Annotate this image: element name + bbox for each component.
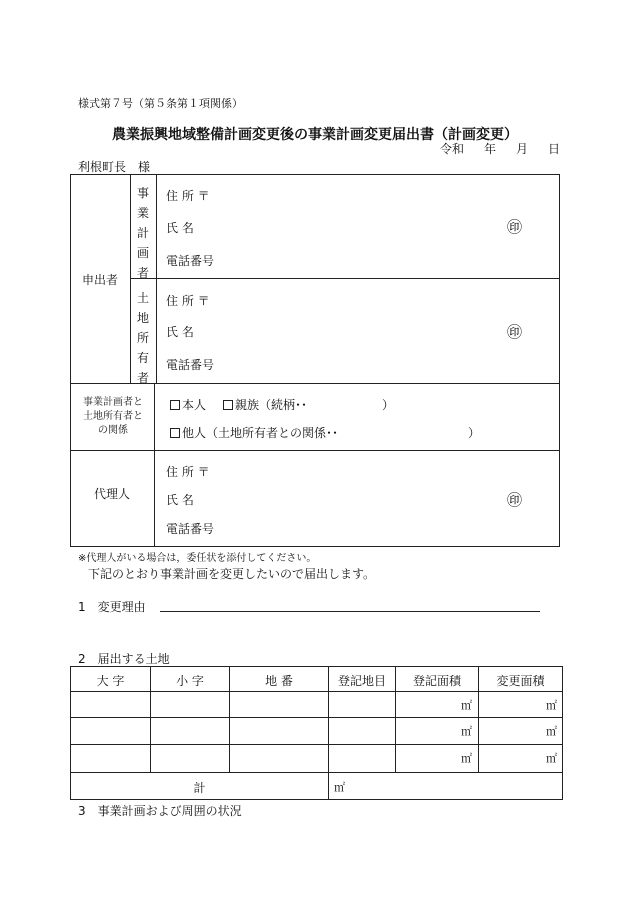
header-changed-area: 変更面積 [496, 674, 545, 688]
header-registered-area: 登記面積 [412, 674, 461, 688]
agent-address-label: 住 所 〒 [166, 465, 210, 479]
agent-note: ※代理人がいる場合は，委任状を添付してください。 [78, 553, 317, 564]
landowner-phone-label: 電話番号 [166, 358, 215, 372]
relative-checkbox[interactable] [223, 400, 233, 410]
relative-close-paren: ） [382, 398, 395, 412]
relationship-other-option[interactable]: 他人（土地所有者との関係･･ [170, 424, 338, 441]
row3-changed-unit: ㎡ [546, 752, 557, 765]
date-year: 年 [484, 142, 497, 156]
row2-changed-unit: ㎡ [546, 725, 557, 738]
landowner-address-label: 住 所 〒 [166, 294, 210, 308]
relationship-label: 事業計画者と 土地所有者と の関係 [83, 397, 143, 436]
agent-seal-icon: ㊞ [507, 491, 523, 509]
self-checkbox[interactable] [170, 400, 180, 410]
planner-seal-icon: ㊞ [507, 218, 523, 236]
header-oaza: 大 字 [96, 674, 125, 688]
row1-changed-unit: ㎡ [546, 699, 557, 712]
change-reason-line[interactable] [160, 611, 540, 612]
agent-label: 代理人 [93, 487, 130, 501]
total-label: 計 [193, 781, 206, 795]
date-era: 令和 [440, 142, 465, 156]
section3-label: 3 事業計画および周囲の状況 [78, 804, 242, 818]
date-month: 月 [516, 142, 529, 156]
section2-label: 2 届出する土地 [78, 652, 170, 666]
row3-registered-unit: ㎡ [461, 752, 472, 765]
agent-phone-label: 電話番号 [166, 522, 215, 536]
planner-phone-label: 電話番号 [166, 254, 215, 268]
date-day: 日 [548, 142, 561, 156]
form-number: 様式第７号（第５条第１項関係） [78, 97, 243, 110]
section1-label: 1 変更理由 [78, 600, 146, 614]
planner-label: 事業計画者 [136, 186, 149, 280]
header-registered-category: 登記地目 [337, 674, 386, 688]
relationship-relative-option[interactable]: 親族（続柄･･ [223, 396, 307, 413]
applicant-label: 申出者 [81, 273, 118, 287]
landowner-seal-icon: ㊞ [507, 323, 523, 341]
statement: 下記のとおり事業計画を変更したいので届出します。 [88, 567, 376, 581]
row1-registered-unit: ㎡ [461, 699, 472, 712]
header-koaza: 小 字 [176, 674, 204, 688]
addressee: 利根町長 様 [78, 160, 151, 174]
agent-name-label: 氏 名 [166, 493, 194, 507]
landowner-name-label: 氏 名 [166, 325, 194, 339]
date-line [440, 140, 560, 157]
landowner-label: 土地所有者 [136, 291, 149, 385]
planner-address-label: 住 所 〒 [166, 189, 210, 203]
planner-name-label: 氏 名 [166, 221, 194, 235]
other-close-paren: ） [468, 426, 481, 440]
relationship-self-option[interactable]: 本人 [170, 396, 206, 413]
page-title: 農業振興地域整備計画変更後の事業計画変更届出書（計画変更） [112, 127, 518, 143]
row2-registered-unit: ㎡ [461, 725, 472, 738]
total-unit: ㎡ [334, 781, 345, 794]
other-checkbox[interactable] [170, 428, 180, 438]
header-chiban: 地 番 [265, 674, 293, 688]
